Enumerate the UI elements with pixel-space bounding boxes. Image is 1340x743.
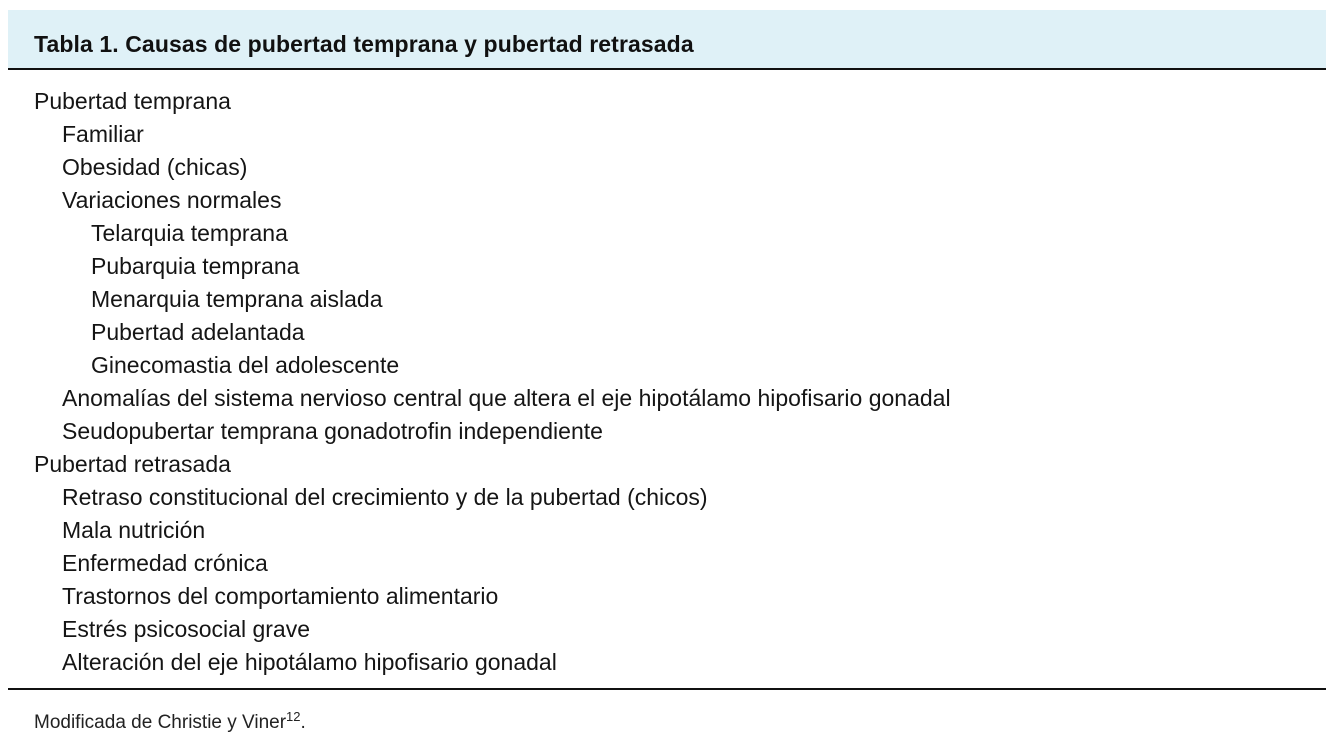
sub-list-item: Ginecomastia del adolescente	[91, 352, 400, 378]
list-item: Alteración del eje hipotálamo hipofisario gonadal	[62, 649, 557, 675]
sub-list-item: Telarquia temprana	[91, 220, 288, 246]
sub-list-item: Pubertad adelantada	[91, 319, 305, 345]
sub-list-item: Pubarquia temprana	[91, 253, 300, 279]
list-item: Trastornos del comportamiento alimentario	[62, 583, 499, 609]
list-item: Mala nutrición	[62, 517, 206, 543]
table-title: Tabla 1. Causas de pubertad temprana y pubertad retrasada	[34, 31, 694, 57]
list-item: Seudopubertar temprana gonadotrofin independiente	[62, 418, 603, 444]
table-footnote	[34, 710, 306, 736]
table-bottom-rule	[8, 688, 1326, 690]
table-top-rule	[8, 68, 1326, 70]
list-item: Retraso constitucional del crecimiento y de la pubertad (chicos)	[62, 484, 708, 510]
footnote-text: Modificada de Christie y Viner	[34, 712, 287, 733]
category-heading: Pubertad temprana	[34, 88, 231, 114]
list-item: Obesidad (chicas)	[62, 154, 248, 180]
list-item: Anomalías del sistema nervioso central que altera el eje hipotálamo hipofisario gonadal	[62, 385, 951, 411]
sub-list-item: Menarquia temprana aislada	[91, 286, 383, 312]
footnote-reference: 12	[286, 709, 301, 724]
list-item: Estrés psicosocial grave	[62, 616, 310, 642]
category-heading: Pubertad retrasada	[34, 451, 231, 477]
table-title-banner	[8, 10, 1326, 68]
table-body	[34, 85, 1314, 679]
footnote-end: .	[300, 712, 306, 733]
list-item: Enfermedad crónica	[62, 550, 268, 576]
list-item: Variaciones normales	[62, 187, 282, 213]
list-item: Familiar	[62, 121, 144, 147]
